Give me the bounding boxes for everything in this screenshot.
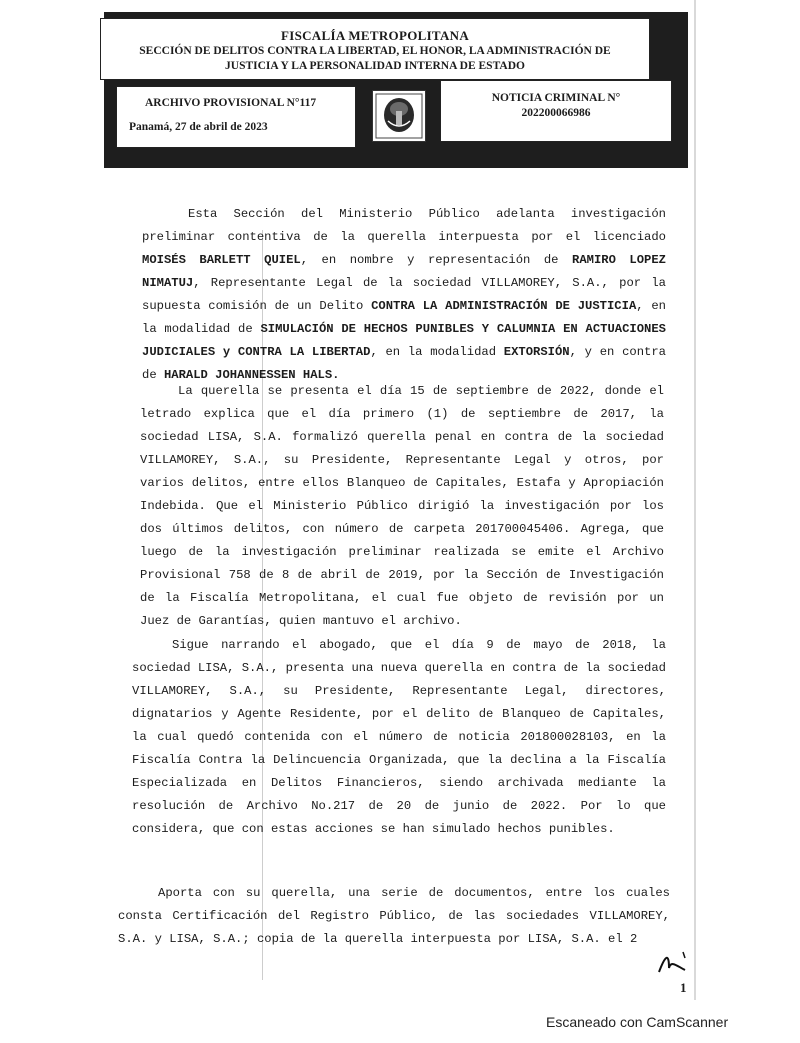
bold-run: MOISÉS BARLETT QUIEL bbox=[142, 253, 301, 267]
initials-mark bbox=[655, 948, 691, 978]
document-date: Panamá, 27 de abril de 2023 bbox=[129, 121, 268, 133]
bold-run: RAMIRO LOPEZ NIMATUJ bbox=[142, 253, 666, 290]
text-run: , y en contra de bbox=[142, 345, 666, 382]
scanner-footer: Escaneado con CamScanner bbox=[546, 1014, 729, 1030]
paragraph-1 bbox=[142, 203, 666, 387]
archivo-label: ARCHIVO PROVISIONAL N°117 bbox=[145, 97, 317, 109]
text-run: , en nombre y representación de bbox=[300, 253, 573, 267]
paragraph-2: La querella se presenta el día 15 de septiembre de 2022, donde el letrado explica que el día primero (1) de septiembre de 2017, la sociedad LISA, S.A. formalizó querella penal en contra de la sociedad VILLAMOREY, S.A., su Presidente, Representante Legal y otros, por varios delitos, entre ellos Blanqueo de Capitales, Estafa y Apropiación Indebida. Que el Ministerio Público dirigió la investigación por los dos últimos delitos, con número de carpeta 201700045406. Agrega, que luego de la investigación preliminar realizada se emite el Archivo Provisional 758 de 8 de abril de 2019, por la Sección de Investigación de la Fiscalía Metropolitana, el cual fue objeto de revisión por un Juez de Garantías, quien mantuvo el archivo. bbox=[140, 384, 664, 628]
seal-icon bbox=[372, 90, 426, 142]
noticia-label: NOTICIA CRIMINAL N° bbox=[491, 92, 621, 104]
scan-edge bbox=[694, 0, 696, 1000]
bold-run: EXTORSIÓN bbox=[503, 345, 570, 359]
noticia-number: 202200066986 bbox=[521, 107, 591, 119]
text-run: , en la modalidad de bbox=[142, 299, 666, 336]
section-line-1: SECCIÓN DE DELITOS CONTRA LA LIBERTAD, EL HONOR, LA ADMINISTRACIÓN DE bbox=[139, 45, 611, 57]
page-number: 1 bbox=[680, 980, 687, 995]
text-run: Esta Sección del Ministerio Público adelanta investigación preliminar contentiva de la querella interpuesta por el licenciado bbox=[142, 207, 666, 244]
noticia-box bbox=[440, 80, 672, 142]
text-run: , Representante Legal de la sociedad VILLAMOREY, S.A., por la supuesta comisión de un Delito bbox=[142, 276, 666, 313]
institution-title: FISCALÍA METROPOLITANA bbox=[280, 28, 470, 43]
header-title-box bbox=[100, 18, 650, 80]
paragraph-4: Aporta con su querella, una serie de documentos, entre los cuales consta Certificación del Registro Público, de las sociedades VILLAMOREY, S.A. y LISA, S.A.; copia de la querella interpuesta por LISA, S.A. el 2 bbox=[118, 886, 670, 946]
bold-run: SIMULACIÓN DE HECHOS PUNIBLES Y CALUMNIA EN ACTUACIONES JUDICIALES y CONTRA LA LIBERTAD bbox=[142, 322, 666, 359]
section-line-2: JUSTICIA Y LA PERSONALIDAD INTERNA DE ESTADO bbox=[225, 60, 525, 72]
text-run: , en la modalidad bbox=[370, 345, 504, 359]
archivo-box bbox=[116, 86, 356, 148]
bold-run: CONTRA LA ADMINISTRACIÓN DE JUSTICIA bbox=[371, 299, 637, 313]
paragraph-3: Sigue narrando el abogado, que el día 9 de mayo de 2018, la sociedad LISA, S.A., presenta una nueva querella en contra de la sociedad VILLAMOREY, S.A., su Presidente, Representante Legal, directores, dignatarios y Agente Residente, por el delito de Blanqueo de Capitales, la cual quedó contenida con el número de noticia 201800028103, en la Fiscalía Contra la Delincuencia Organizada, que la declina a la Fiscalía Especializada en Delitos Financieros, siendo archivada mediante la resolución de Archivo No.217 de 20 de junio de 2022. Por lo que considera, que con estas acciones se han simulado hechos punibles. bbox=[132, 638, 666, 836]
bold-run: HARALD JOHANNESSEN HALS. bbox=[163, 368, 340, 382]
